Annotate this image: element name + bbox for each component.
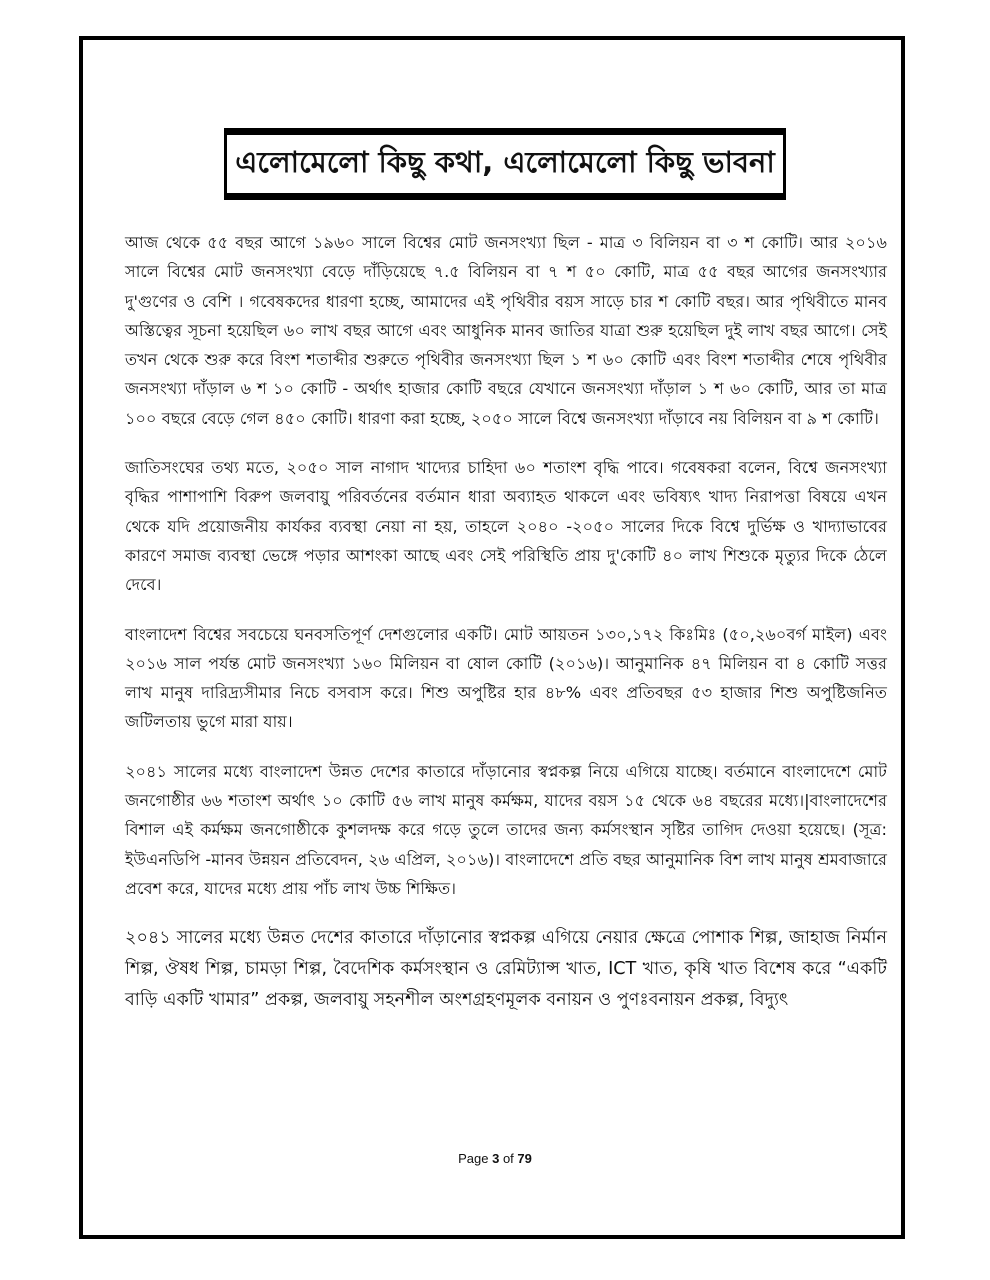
page-number: 3 <box>492 1151 500 1166</box>
page-label: Page <box>458 1151 493 1166</box>
title-box <box>224 128 786 200</box>
paragraph-3: বাংলাদেশ বিশ্বের সবচেয়ে ঘনবসতিপূর্ণ দেশগুলোর একটি। মোট আয়তন ১৩০,১৭২ কিঃমিঃ (৫০,২৬০বর্গ মাইল) এবং ২০১৬ সাল পর্যন্ত মোট জনসংখ্যা ১৬০ মিলিয়ন বা ষোল কোটি (২০১৬)। আনুমানিক ৪৭ মিলিয়ন বা ৪ কোটি সত্তর লাখ মানুষ দারিদ্র্যসীমার নিচে বসবাস করে। শিশু অপুষ্টির হার ৪৮% এবং প্রতিবছর ৫৩ হাজার শিশু অপুষ্টিজনিত জটিলতায় ভুগে মারা যায়। <box>125 624 887 732</box>
paragraph-1: আজ থেকে ৫৫ বছর আগে ১৯৬০ সালে বিশ্বের মোট জনসংখ্যা ছিল - মাত্র ৩ বিলিয়ন বা ৩ শ কোটি। আর ২০১৬ সালে বিশ্বের মোট জনসংখ্যা বেড়ে দাঁড়িয়েছে ৭.৫ বিলিয়ন বা ৭ শ ৫০ কোটি, মাত্র ৫৫ বছর আগের জনসংখ্যার দু'গুণের ও বেশি । গবেষকদের ধারণা হচ্ছে, আমাদের এই পৃথিবীর বয়স সাড়ে চার শ কোটি বছর। আর পৃথিবীতে মানব অস্তিত্বের সূচনা হয়েছিল ৬০ লাখ বছর আগে এবং আধুনিক মানব জাতির যাত্রা শুরু হয়েছিল দুই লাখ বছর আগে। সেই তখন থেকে শুরু করে বিংশ শতাব্দীর শুরুতে পৃথিবীর জনসংখ্যা ছিল ১ শ ৬০ কোটি এবং বিংশ শতাব্দীর শেষে পৃথিবীর জনসংখ্যা দাঁড়াল ৬ শ ১০ কোটি - অর্থাৎ হাজার কোটি বছরে যেখানে জনসংখ্যা দাঁড়াল ১ শ ৬০ কোটি, আর তা মাত্র ১০০ বছরে বেড়ে গেল ৪৫০ কোটি। ধারণা করা হচ্ছে, ২০৫০ সালে বিশ্বে জনসংখ্যা দাঁড়াবে নয় বিলিয়ন বা ৯ শ কোটি। <box>125 233 887 428</box>
page-title: এলোমেলো কিছু কথা, এলোমেলো কিছু ভাবনা <box>235 144 775 179</box>
body-text <box>125 228 887 1036</box>
page-of-label: of <box>499 1151 518 1166</box>
paragraph-5: ২০৪১ সালের মধ্যে উন্নত দেশের কাতারে দাঁড়ানোর স্বপ্নকল্প এগিয়ে নেয়ার ক্ষেত্রে পোশাক শিল্প, জাহাজ নির্মান শিল্প, ঔষধ শিল্প, চামড়া শিল্প, বৈদেশিক কর্মসংস্থান ও রেমিট্যান্স খাত, ICT খাত, কৃষি খাত বিশেষ করে “একটি বাড়ি একটি খামার” প্রকল্প, জলবায়ু সহনশীল অংশগ্রহণমূলক বনায়ন ও পুণঃবনায়ন প্রকল্প, বিদ্যুৎ <box>125 928 887 1011</box>
page-footer <box>0 1151 990 1166</box>
paragraph-2: জাতিসংঘের তথ্য মতে, ২০৫০ সাল নাগাদ খাদ্যের চাহিদা ৬০ শতাংশ বৃদ্ধি পাবে। গবেষকরা বলেন, বিশ্বে জনসংখ্যা বৃদ্ধির পাশাপাশি বিরুপ জলবায়ু পরিবর্তনের বর্তমান ধারা অব্যাহত থাকলে এবং ভবিষ্যৎ খাদ্য নিরাপত্তা বিষয়ে এখন থেকে যদি প্রয়োজনীয় কার্যকর ব্যবস্থা নেয়া না হয়, তাহলে ২০৪০ -২০৫০ সালের দিকে বিশ্বে দুর্ভিক্ষ ও খাদ্যাভাবের কারণে সমাজ ব্যবস্থা ভেঙ্গে পড়ার আশংকা আছে এবং সেই পরিস্থিতি প্রায় দু'কোটি ৪০ লাখ শিশুকে মৃত্যুর দিকে ঠেলে দেবে। <box>125 458 887 595</box>
page-total: 79 <box>517 1151 532 1166</box>
paragraph-4: ২০৪১ সালের মধ্যে বাংলাদেশ উন্নত দেশের কাতারে দাঁড়ানোর স্বপ্নকল্প নিয়ে এগিয়ে যাচ্ছে। বর্তমানে বাংলাদেশে মোট জনগোষ্ঠীর ৬৬ শতাংশ অর্থাৎ ১০ কোটি ৫৬ লাখ মানুষ কর্মক্ষম, যাদের বয়স ১৫ থেকে ৬৪ বছরের মধ্যে।|বাংলাদেশের বিশাল এই কর্মক্ষম জনগোষ্ঠীকে কুশলদক্ষ করে গড়ে তুলে তাদের জন্য কর্মসংস্থান সৃষ্টির তাগিদ দেওয়া হয়েছে। (সূত্র: ইউএনডিপি -মানব উন্নয়ন প্রতিবেদন, ২৬ এপ্রিল, ২০১৬)। বাংলাদেশে প্রতি বছর আনুমানিক বিশ লাখ মানুষ শ্রমবাজারে প্রবেশ করে, যাদের মধ্যে প্রায় পাঁচ লাখ উচ্চ শিক্ষিত। <box>125 761 887 898</box>
